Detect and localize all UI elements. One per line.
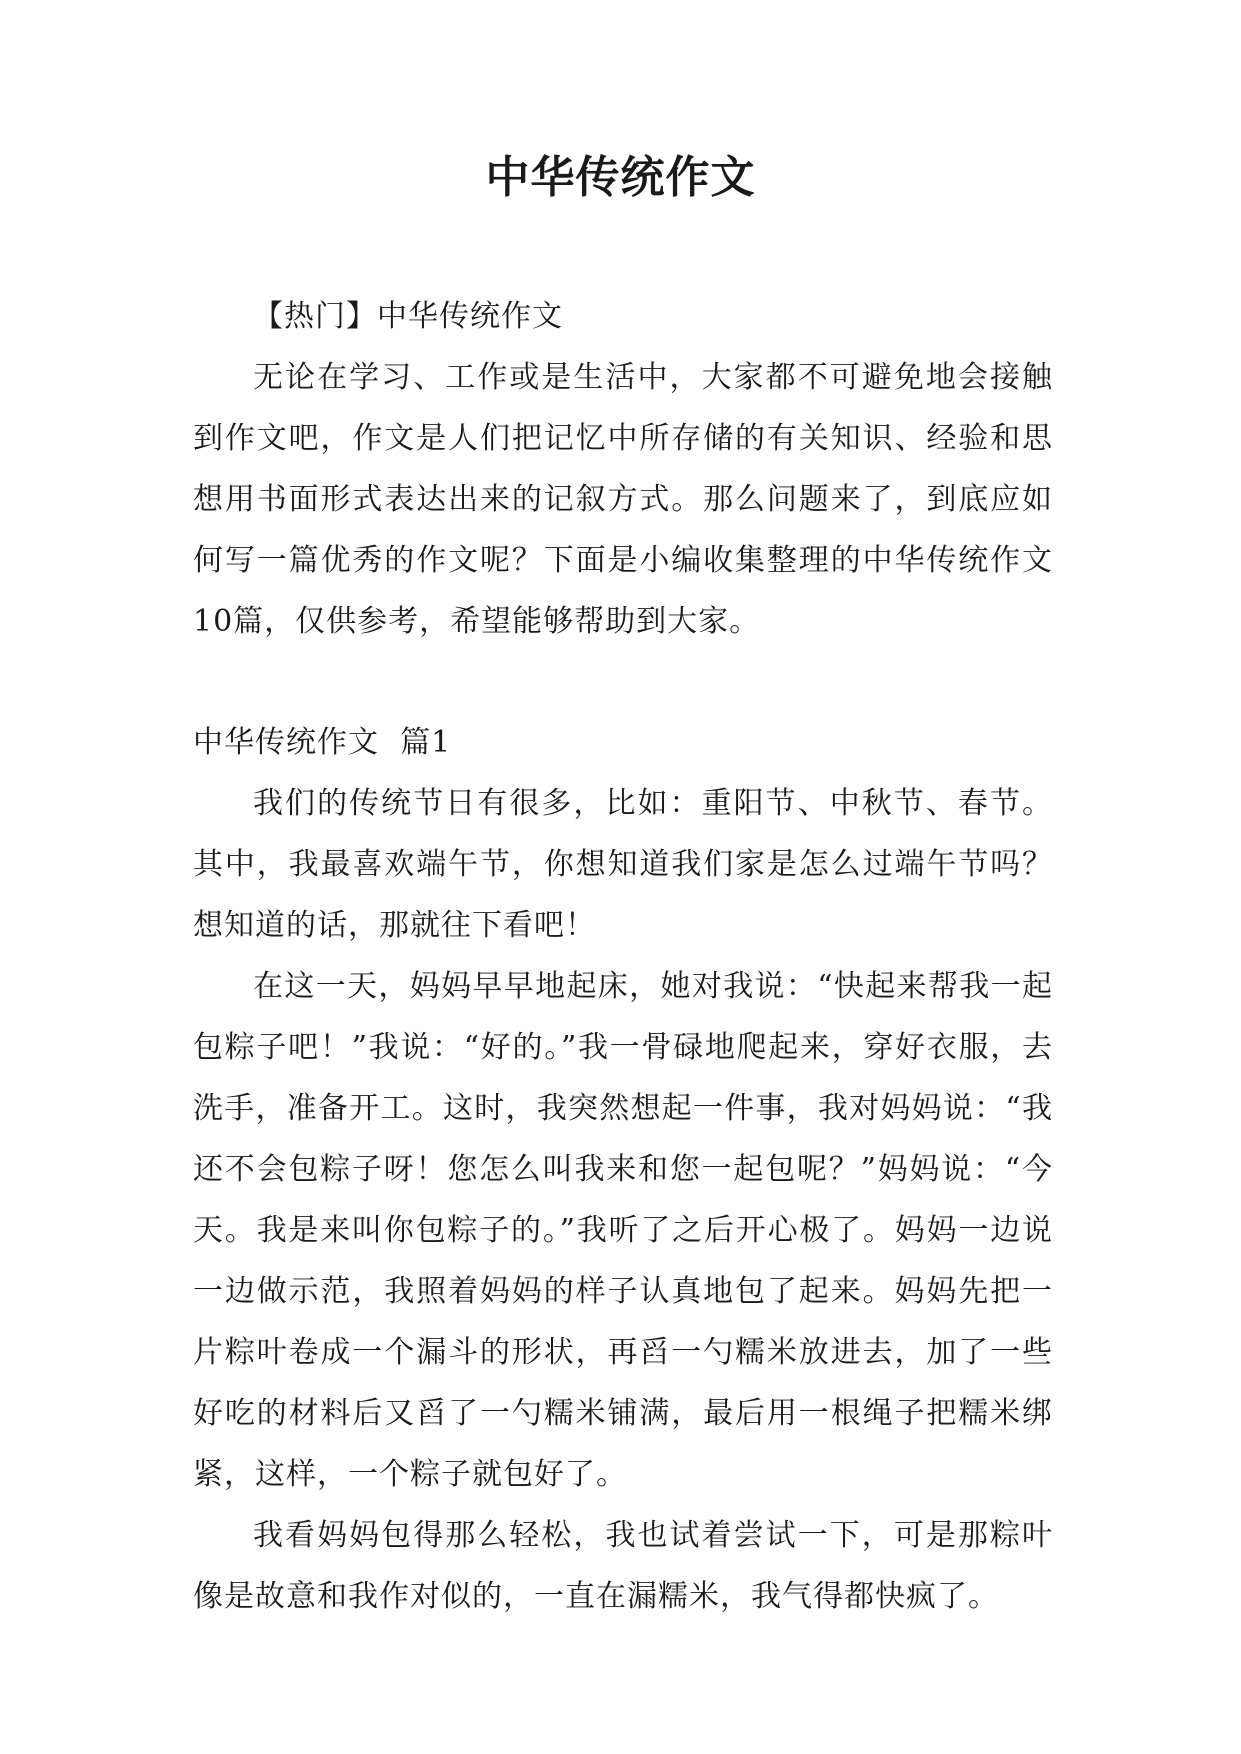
paragraph-2: 在这一天，妈妈早早地起床，她对我说：“快起来帮我一起包粽子吧！”我说：“好的。”我一骨碌地爬起来，穿好衣服，去洗手，准备开工。这时，我突然想起一件事，我对妈妈说：“我还不会包粽子呀！您怎么叫我来和您一起包呢？”妈妈说：“今天。我是来叫你包粽子的。”我听了之后开心极了。妈妈一边说一边做示范，我照着妈妈的样子认真地包了起来。妈妈先把一片粽叶卷成一个漏斗的形状，再舀一勺糯米放进去，加了一些好吃的材料后又舀了一勺糯米铺满，最后用一根绳子把糯米绑紧，这样，一个粽子就包好了。	[193, 969, 1053, 1492]
paragraph-1: 我们的传统节日有很多，比如：重阳节、中秋节、春节。其中，我最喜欢端午节，你想知道我们家是怎么过端午节吗？想知道的话，那就往下看吧！	[193, 786, 1053, 943]
section-heading: 中华传统作文 篇1	[193, 725, 452, 760]
document-body	[193, 286, 1053, 1627]
intro-paragraph: 无论在学习、工作或是生活中，大家都不可避免地会接触到作文吧，作文是人们把记忆中所存储的有关知识、经验和思想用书面形式表达出来的记叙方式。那么问题来了，到底应如何写一篇优秀的作文呢？下面是小编收集整理的中华传统作文10篇，仅供参考，希望能够帮助到大家。	[193, 360, 1053, 639]
paragraph-3: 我看妈妈包得那么轻松，我也试着尝试一下，可是那粽叶像是故意和我作对似的，一直在漏糯米，我气得都快疯了。	[193, 1518, 1053, 1614]
subtitle: 【热门】中华传统作文	[253, 299, 563, 334]
document-title: 中华传统作文	[485, 152, 756, 203]
